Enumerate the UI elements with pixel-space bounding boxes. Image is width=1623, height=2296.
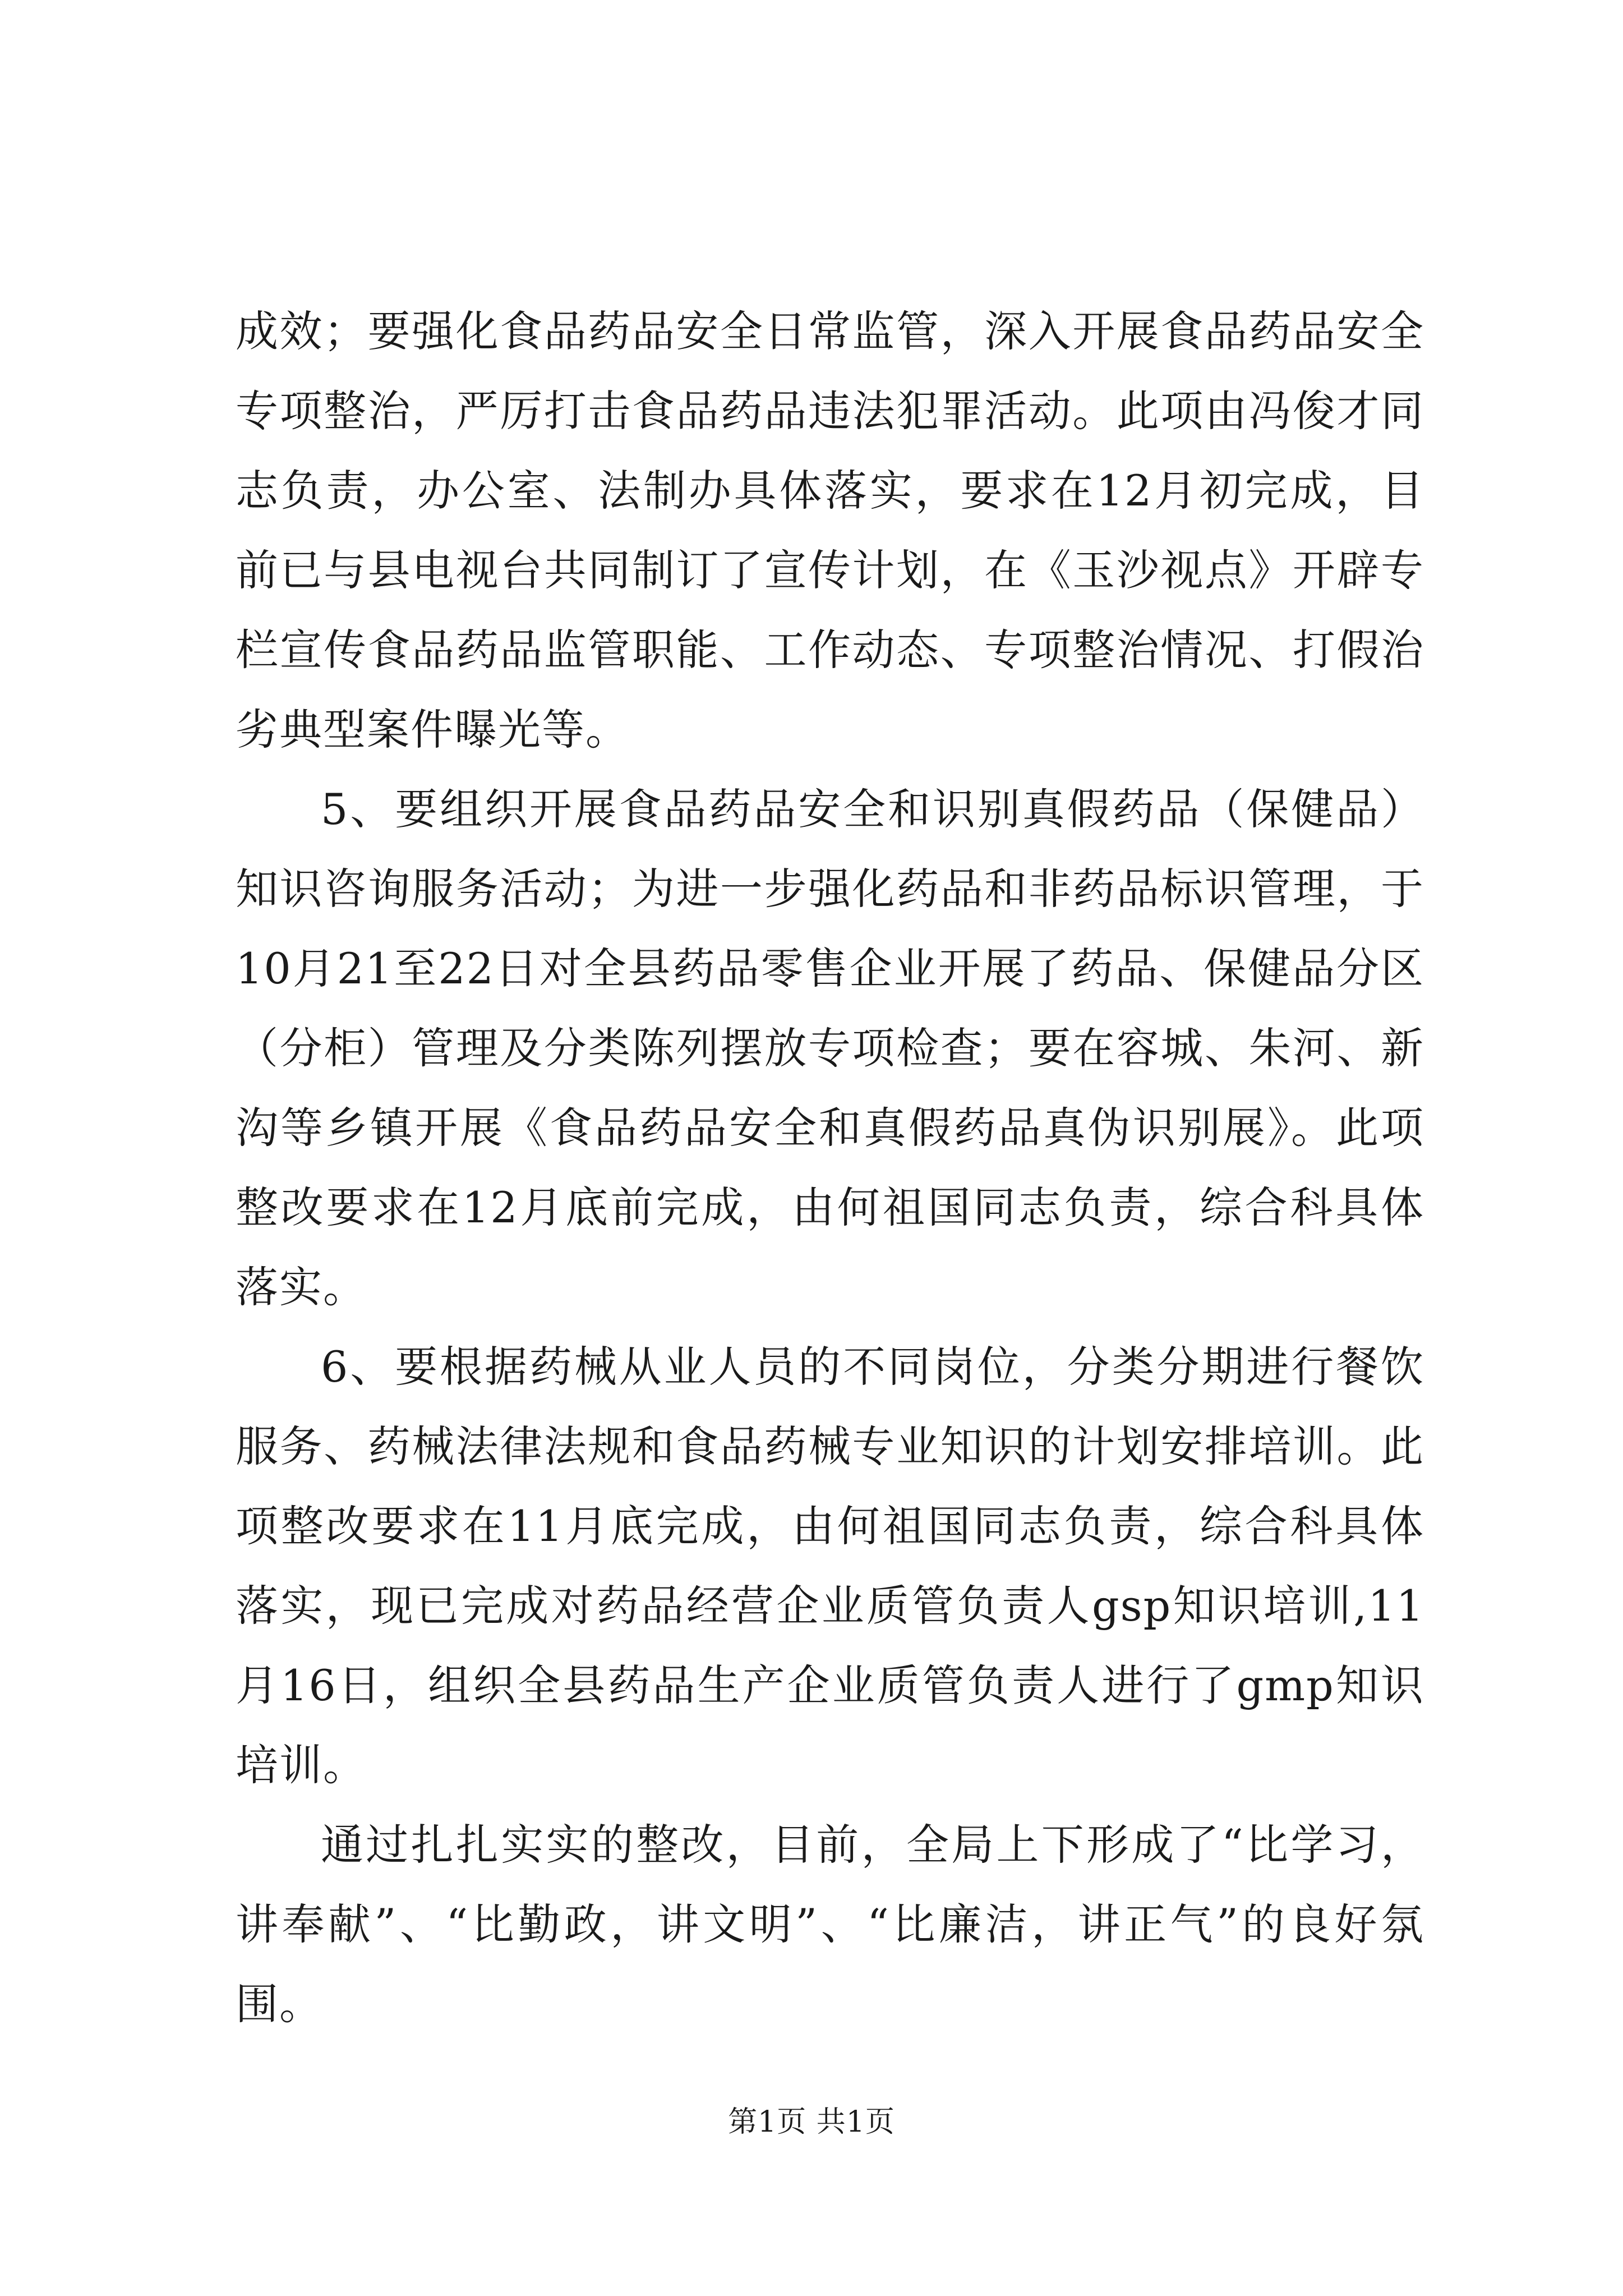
paragraph-summary: 通过扎扎实实的整改，目前，全局上下形成了“比学习，讲奉献”、“比勤政，讲文明”、“比廉洁，讲正气”的良好氛围。 — [236, 1820, 1424, 2029]
paragraph-item-6: 6、要根据药械从业人员的不同岗位，分类分期进行餐饮服务、药械法律法规和食品药械专业知识的计划安排培训。此项整改要求在11月底完成，由何祖国同志负责，综合科具体落实，现已完成对药品经营企业质管负责人gsp知识培训,11月16日，组织全县药品生产企业质管负责人进行了gmp知识培训。 — [236, 1342, 1424, 1790]
paragraph-item-5: 5、要组织开展食品药品安全和识别真假药品（保健品）知识咨询服务活动；为进一步强化药品和非药品标识管理，于10月21至22日对全县药品零售企业开展了药品、保健品分区（分柜）管理及分类陈列摆放专项检查；要在容城、朱河、新沟等乡镇开展《食品药品安全和真假药品真伪识别展》。此项整改要求在12月底前完成，由何祖国同志负责，综合科具体落实。 — [236, 784, 1424, 1312]
page-footer: 第1页 共1页 — [728, 2105, 895, 2139]
document-body — [236, 292, 1424, 2044]
paragraph-continuation: 成效；要强化食品药品安全日常监管，深入开展食品药品安全专项整治，严厉打击食品药品违法犯罪活动。此项由冯俊才同志负责，办公室、法制办具体落实，要求在12月初完成，目前已与县电视台共同制订了宣传计划，在《玉沙视点》开辟专栏宣传食品药品监管职能、工作动态、专项整治情况、打假治劣典型案件曝光等。 — [236, 306, 1424, 754]
